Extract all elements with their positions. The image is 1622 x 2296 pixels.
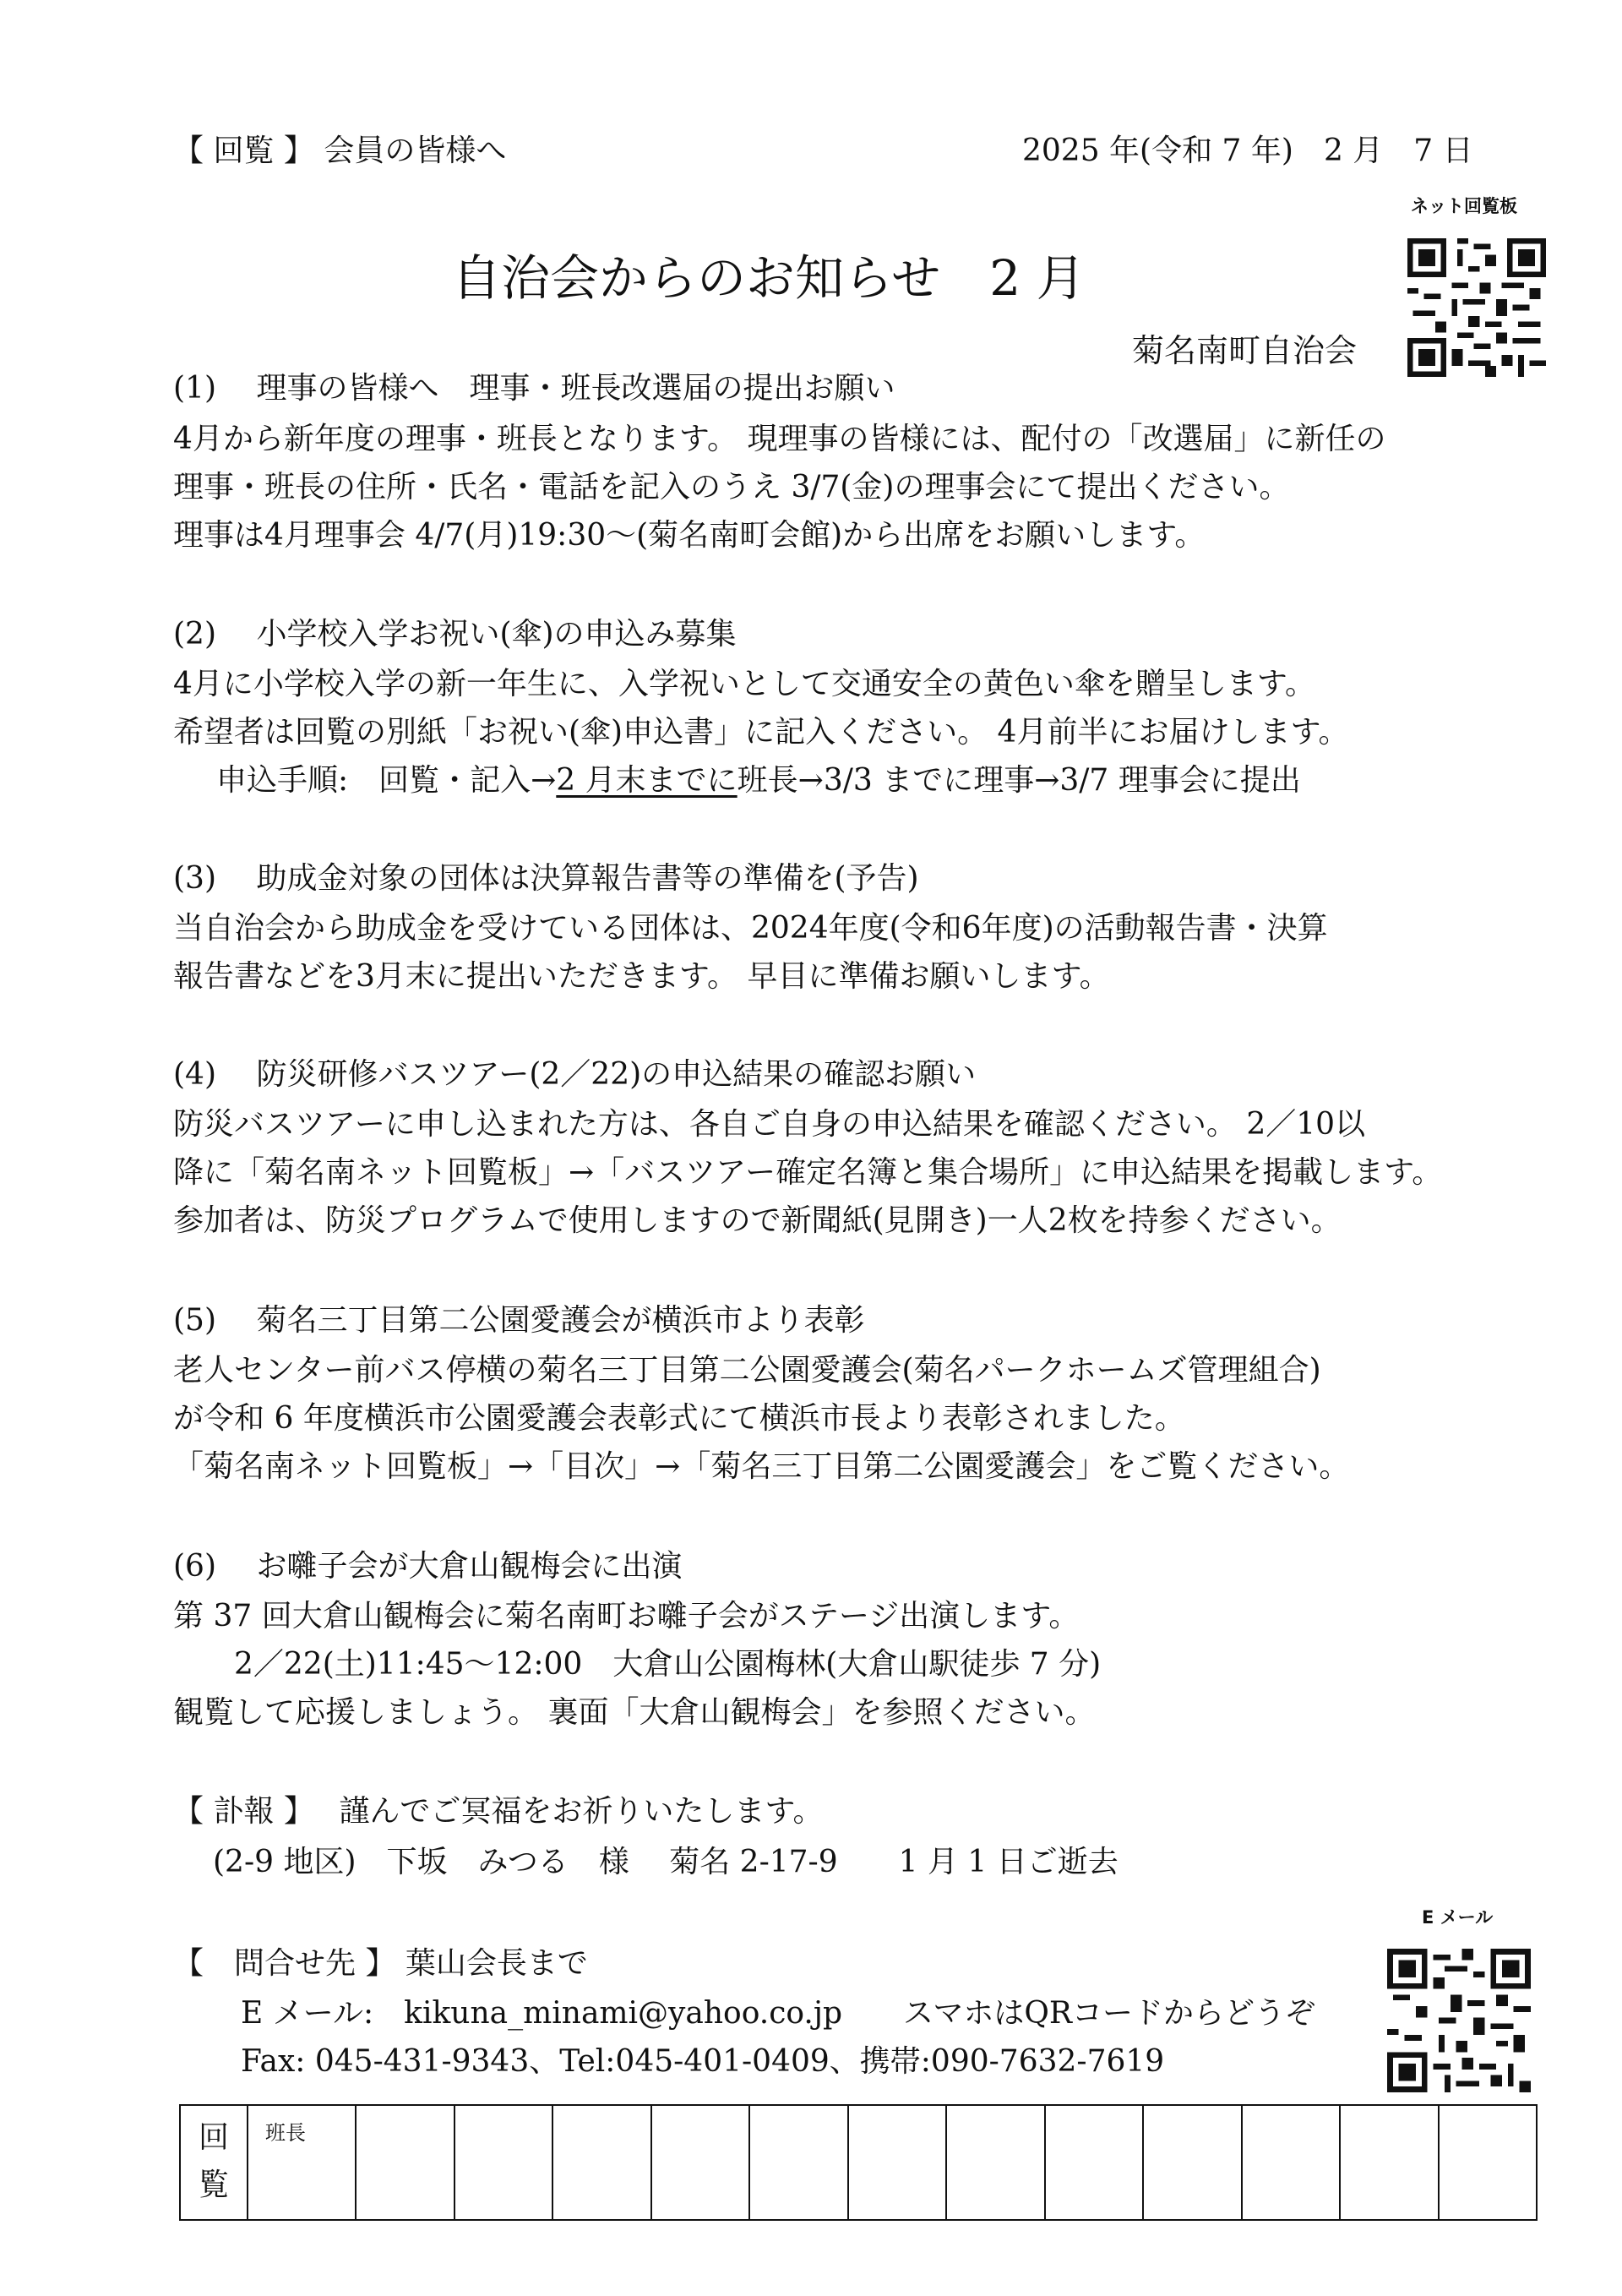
qr-code-icon — [1387, 1948, 1531, 2093]
section-5-line: が令和 6 年度横浜市公園愛護会表彰式にて横浜市長より表彰されました。 — [173, 1401, 1185, 1436]
section-6-heading: (6) お囃子会が大倉山観梅会に出演 — [173, 1549, 683, 1584]
circulation-header-cell — [180, 2105, 248, 2220]
table-row — [180, 2105, 1537, 2220]
obituary-detail: (2-9 地区) 下坂 みつる 様 菊名 2-17-9 1 月 1 日ご逝去 — [213, 1845, 1119, 1879]
section-3-heading: (3) 助成金対象の団体は決算報告書等の準備を(予告) — [173, 861, 919, 896]
signature-cell[interactable] — [1439, 2105, 1538, 2220]
circulation-header-bottom: 覧 — [198, 2168, 229, 2202]
procedure-deadline: 2 月末までに — [556, 763, 738, 798]
email-qr-label: E メール — [1422, 1907, 1494, 1928]
section-1-line: 理事・班長の住所・氏名・電話を記入のうえ 3/7(金)の理事会にて提出ください。 — [173, 470, 1290, 504]
section-5-line: 「菊名南ネット回覧板」→「目次」→「菊名三丁目第二公園愛護会」をご覧ください。 — [173, 1449, 1350, 1484]
section-6-line: 観覧して応援しましょう。 裏面「大倉山観梅会」を参照ください。 — [173, 1695, 1096, 1730]
section-5-heading: (5) 菊名三丁目第二公園愛護会が横浜市より表彰 — [173, 1303, 865, 1338]
section-6-line: 第 37 回大倉山観梅会に菊名南町お囃子会がステージ出演します。 — [173, 1599, 1080, 1633]
signature-cell[interactable] — [946, 2105, 1045, 2220]
signature-cell[interactable] — [356, 2105, 454, 2220]
qr-code-icon[interactable] — [1387, 1948, 1531, 2093]
section-4-line: 降に「菊名南ネット回覧板」→「バスツアー確定名簿と集合場所」に申込結果を掲載します。 — [173, 1155, 1443, 1190]
section-1-heading: (1) 理事の皆様へ 理事・班長改選届の提出お願い — [173, 371, 895, 406]
signature-cell[interactable] — [1045, 2105, 1144, 2220]
section-2-line: 4月に小学校入学の新一年生に、入学祝いとして交通安全の黄色い傘を贈呈します。 — [173, 667, 1316, 701]
qr-code-icon[interactable] — [1407, 238, 1546, 377]
section-1-line: 理事は4月理事会 4/7(月)19:30～(菊名南町会館)から出席をお願いします。 — [173, 518, 1206, 553]
section-6-line: 2／22(土)11:45～12:00 大倉山公園梅林(大倉山駅徒歩 7 分) — [173, 1647, 1102, 1682]
signature-cell[interactable] — [454, 2105, 553, 2220]
net-qr-label: ネット回覧板 — [1411, 196, 1517, 216]
signature-cell[interactable] — [552, 2105, 651, 2220]
section-4-line: 参加者は、防災プログラムで使用しますので新聞紙(見開き)一人2枚を持参ください。 — [173, 1203, 1342, 1238]
signature-cell[interactable] — [1340, 2105, 1439, 2220]
contact-phone-line: Fax: 045-431-9343、Tel:045-401-0409、携帯:090-7632-7619 — [241, 2044, 1165, 2079]
issue-date: 2025 年(令和 7 年) 2 月 7 日 — [1022, 134, 1473, 168]
section-4-heading: (4) 防災研修バスツアー(2／22)の申込結果の確認お願い — [173, 1057, 977, 1092]
contact-heading: 【 問合せ先 】 葉山会長まで — [173, 1946, 588, 1981]
procedure-prefix: 申込手順: 回覧・記入→ — [186, 763, 557, 798]
signature-cell[interactable] — [1143, 2105, 1242, 2220]
signature-cell[interactable] — [651, 2105, 750, 2220]
organization-name: 菊名南町自治会 — [1132, 332, 1358, 369]
application-procedure — [186, 763, 1301, 798]
signature-cell[interactable] — [848, 2105, 947, 2220]
section-3-line: 報告書などを3月末に提出いただきます。 早目に準備お願いします。 — [173, 959, 1110, 994]
section-1-line: 4月から新年度の理事・班長となります。 現理事の皆様には、配付の「改選届」に新任の — [173, 422, 1386, 456]
section-5-line: 老人センター前バス停横の菊名三丁目第二公園愛護会(菊名パークホームズ管理組合) — [173, 1353, 1321, 1388]
contact-email-line: E メール: kikuna_minami@yahoo.co.jp スマホはQRコードからどうぞ — [241, 1996, 1315, 2031]
procedure-suffix: 班長→3/3 までに理事→3/7 理事会に提出 — [737, 763, 1301, 798]
section-3-line: 当自治会から助成金を受けている団体は、2024年度(令和6年度)の活動報告書・決算 — [173, 911, 1328, 946]
section-2-heading: (2) 小学校入学お祝い(傘)の申込み募集 — [173, 617, 737, 652]
circulation-table — [179, 2104, 1538, 2221]
signature-cell[interactable] — [1242, 2105, 1341, 2220]
signature-cell[interactable] — [749, 2105, 848, 2220]
circulation-notice: 【 回覧 】 会員の皆様へ — [173, 134, 507, 168]
qr-code-icon — [1407, 238, 1546, 377]
page-title: 自治会からのお知らせ 2 月 — [452, 249, 1086, 307]
group-leader-cell[interactable]: 班長 — [248, 2105, 356, 2220]
circulation-header-top: 回 — [198, 2120, 229, 2155]
section-4-line: 防災バスツアーに申し込まれた方は、各自ご自身の申込結果を確認ください。 2／10以 — [173, 1107, 1366, 1142]
obituary-heading: 【 訃報 】 謹んでご冥福をお祈りいたします。 — [173, 1794, 824, 1829]
section-2-line: 希望者は回覧の別紙「お祝い(傘)申込書」に記入ください。 4月前半にお届けします。 — [173, 715, 1349, 750]
